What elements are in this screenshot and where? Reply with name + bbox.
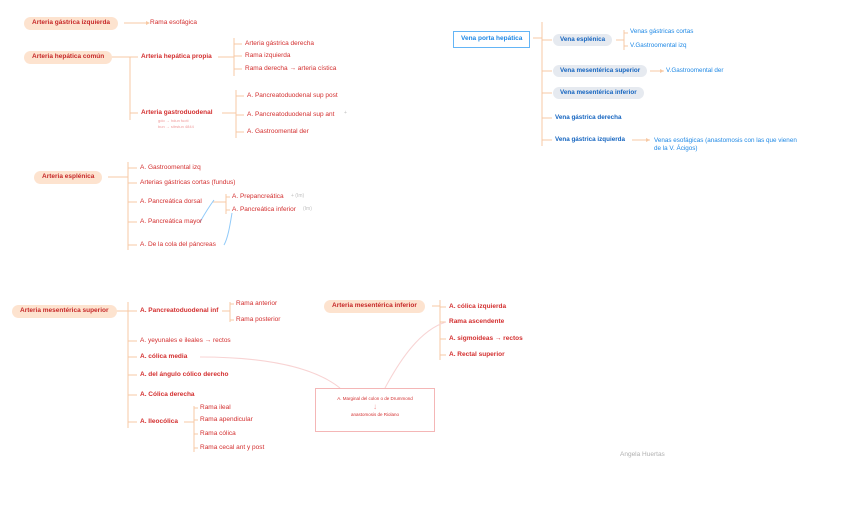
splenic-artery-node[interactable] xyxy=(34,171,102,184)
caudal-pancreatic-artery: A. De la cola del páncreas xyxy=(140,241,216,248)
ascending-branch: Rama ascendente xyxy=(449,318,505,325)
drummond-anastomosis-box xyxy=(315,388,435,432)
left-gastroomental-artery: A. Gastroomental izq xyxy=(140,164,201,171)
gastroduodenal-artery: Arteria gastroduodenal xyxy=(141,109,213,116)
cecal-branch: Rama cecal ant y post xyxy=(200,444,265,451)
sup-ant-pancreaticoduodenal: A. Pancreatoduodenal sup ant xyxy=(247,111,335,118)
gastroduodenal-note-2: bun → sitrstun 4844 xyxy=(158,124,194,129)
inferior-mesenteric-artery-label: Arteria mesentérica inferior xyxy=(332,302,417,309)
left-hepatic-branch: Rama izquierda xyxy=(245,52,291,59)
ileal-branch: Rama ileal xyxy=(200,404,231,411)
left-colic-artery: A. cólica izquierda xyxy=(449,303,507,310)
left-gastric-vein: Vena gástrica izquierda xyxy=(555,136,625,143)
superior-mesenteric-artery-node[interactable] xyxy=(12,305,117,318)
left-gastric-artery-node[interactable] xyxy=(24,17,118,30)
proper-hepatic-artery: Arteria hepática propia xyxy=(141,53,212,60)
inferior-mesenteric-artery-node[interactable] xyxy=(324,300,425,313)
splenic-vein-node[interactable] xyxy=(553,34,612,46)
splenic-vein-label: Vena esplénica xyxy=(560,36,606,43)
inferior-mesenteric-vein-label: Vena mesentérica inferior xyxy=(560,89,637,96)
right-colic-flexure-artery: A. del ángulo cólico derecho xyxy=(140,371,229,378)
sigmoid-arteries: A. sigmoideas → rectos xyxy=(449,335,523,342)
left-gastric-artery-label: Arteria gástrica izquierda xyxy=(32,19,111,26)
author-watermark: Angela Huertas xyxy=(620,451,665,458)
right-hepatic-branch: Rama derecha → arteria cística xyxy=(245,65,337,72)
middle-colic-artery: A. cólica media xyxy=(140,353,188,360)
esophageal-branch: Rama esofágica xyxy=(150,19,197,26)
drummond-line-2: anastomosis de Riolano xyxy=(350,412,400,417)
prepancreatic-artery: A. Prepancreática xyxy=(232,193,284,200)
right-gastric-vein: Vena gástrica derecha xyxy=(555,114,622,121)
inferior-pancreatic-tag: (Im) xyxy=(303,206,312,212)
inferior-pancreatic-artery: A. Pancreática inferior xyxy=(232,206,296,213)
superior-mesenteric-artery-label: Arteria mesentérica superior xyxy=(20,307,109,314)
sup-post-pancreaticoduodenal: A. Pancreatoduodenal sup post xyxy=(247,92,338,99)
inferior-pancreaticoduodenal-artery: A. Pancreatoduodenal inf xyxy=(140,307,219,314)
posterior-branch: Rama posterior xyxy=(236,316,281,323)
superior-mesenteric-vein-label: Vena mesentérica superior xyxy=(560,67,641,74)
right-gastroomental-artery: A. Gastroomental der xyxy=(247,128,309,135)
hepatic-portal-vein-label: Vena porta hepática xyxy=(461,35,523,42)
jejunal-ileal-arteries: A. yeyunales e ileales → rectos xyxy=(140,337,231,344)
prepancreatic-tag: + (Im) xyxy=(291,193,305,199)
right-colic-artery: A. Cólica derecha xyxy=(140,391,195,398)
short-gastric-veins: Venas gástricas cortas xyxy=(630,28,694,35)
down-arrow-icon: ↓ xyxy=(373,402,377,411)
drummond-line-1: A. Marginal del colon o de Drummond xyxy=(337,396,413,401)
splenic-artery-label: Arteria esplénica xyxy=(42,173,95,180)
right-gastroomental-vein: V.Gastroomental der xyxy=(666,67,724,74)
superior-rectal-artery: A. Rectal superior xyxy=(449,351,505,358)
great-pancreatic-artery: A. Pancreática mayor xyxy=(140,218,203,225)
appendicular-branch: Rama apendicular xyxy=(200,416,253,423)
anterior-branch: Rama anterior xyxy=(236,300,278,307)
common-hepatic-artery-node[interactable] xyxy=(24,51,112,64)
sup-ant-tag-icon: + xyxy=(344,110,347,116)
esophageal-veins-note: Venas esofágicas (anastomosis con las que vienen de la V. Ácigos) xyxy=(654,137,797,153)
right-gastric-artery: Arteria gástrica derecha xyxy=(245,40,315,47)
dorsal-pancreatic-artery: A. Pancreática dorsal xyxy=(140,198,202,205)
hepatic-portal-vein-node[interactable] xyxy=(453,31,530,48)
common-hepatic-artery-label: Arteria hepática común xyxy=(32,53,105,60)
gastroduodenal-note-1: gdo → hdun fuoti xyxy=(158,118,189,123)
inferior-mesenteric-vein-node[interactable] xyxy=(553,87,644,99)
superior-mesenteric-vein-node[interactable] xyxy=(553,65,647,77)
colic-branch: Rama cólica xyxy=(200,430,236,437)
ileocolic-artery: A. Ileocólica xyxy=(140,418,178,425)
left-gastroomental-vein: V.Gastroomental izq xyxy=(630,42,687,49)
short-gastric-arteries: Arterias gástricas cortas (fundus) xyxy=(140,179,236,186)
